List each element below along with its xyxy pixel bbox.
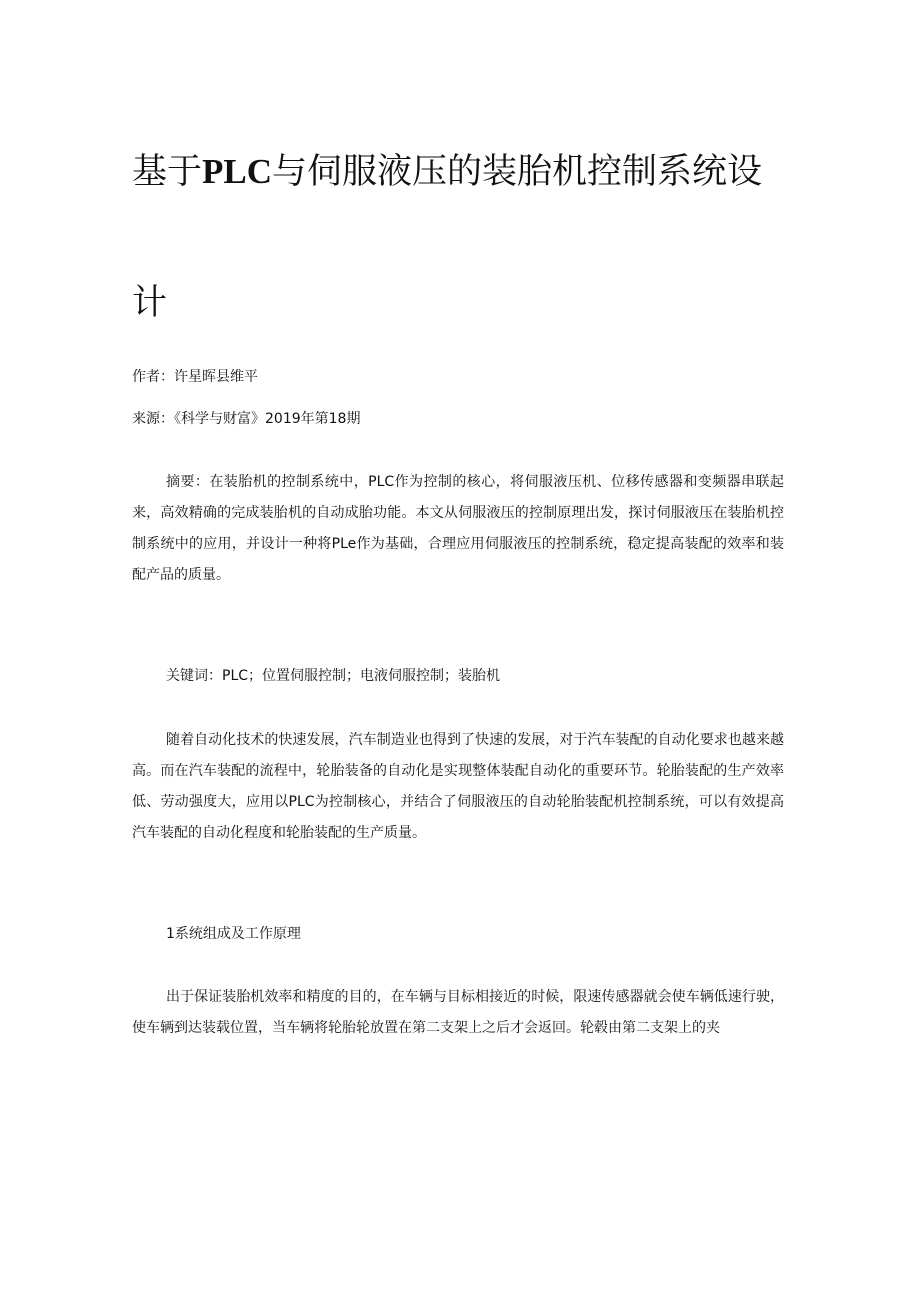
title-suffix: 与伺服液压的装胎机控制系统设 xyxy=(272,152,763,192)
intro-paragraph: 随着自动化技术的快速发展，汽车制造业也得到了快速的发展，对于汽车装配的自动化要求也越来越高。而在汽车装配的流程中，轮胎装备的自动化是实现整体装配自动化的重要环节。轮胎装配的生产效率低、劳动强度大，应用以PLC为控制核心，并结合了伺服液压的自动轮胎装配机控制系统，可以有效提高汽车装配的自动化程度和轮胎装配的生产质量。 xyxy=(132,732,784,841)
section-1-heading: 1系统组成及工作原理 xyxy=(166,926,301,942)
author-line: 作者：许星晖县维平 xyxy=(132,369,258,385)
title-prefix: 基于 xyxy=(132,152,203,192)
keywords-paragraph: 关键词：PLC；位置伺服控制；电液伺服控制；装胎机 xyxy=(166,668,501,684)
document-title-line-1 xyxy=(132,150,762,194)
source-line: 来源：《科学与财富》2019年第18期 xyxy=(132,411,361,427)
section-1-paragraph: 出于保证装胎机效率和精度的目的，在车辆与目标相接近的时候，限速传感器就会使车辆低速行驶，使车辆到达装载位置，当车辆将轮胎轮放置在第二支架上之后才会返回。轮毂由第二支架上的夹 xyxy=(132,989,784,1036)
title-acronym: PLC xyxy=(202,152,273,191)
document-title-line-2: 计 xyxy=(132,283,168,323)
abstract-paragraph: 摘要：在装胎机的控制系统中，PLC作为控制的核心，将伺服液压机、位移传感器和变频器串联起来，高效精确的完成装胎机的自动成胎功能。本文从伺服液压的控制原理出发，探讨伺服液压在装胎机控制系统中的应用，并设计一种将PLe作为基础，合理应用伺服液压的控制系统，稳定提高装配的效率和装配产品的质量。 xyxy=(132,474,784,583)
